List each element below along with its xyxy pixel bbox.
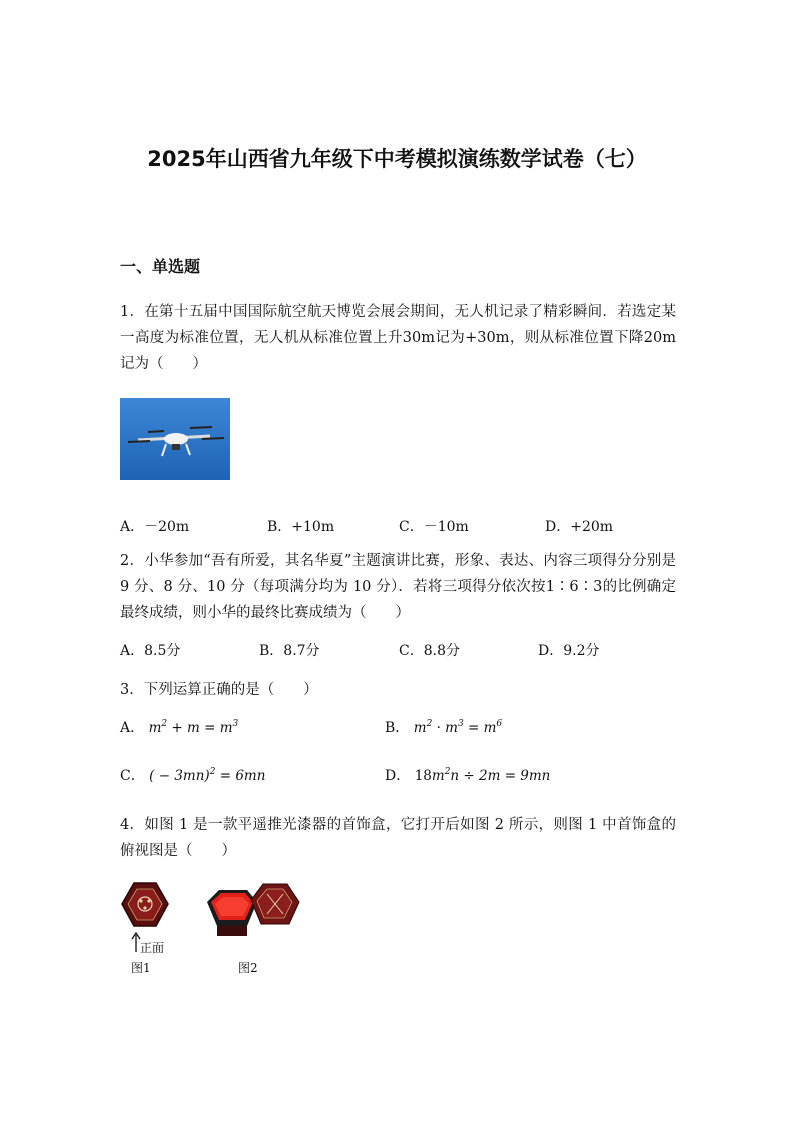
q2-option-b[interactable]: B．8.7分 <box>259 643 320 659</box>
q3-option-b[interactable] <box>385 717 502 737</box>
drone-photo <box>120 398 230 480</box>
question-2-text: 2．小华参加“吾有所爱，其名华夏”主题演讲比赛，形象、表达、内容三项得分分别是 9 分、8 分、10 分（每项满分均为 10 分）．若将三项得分依次按1∶6∶3的比例确定最终成绩，则小华的最终比赛成绩为（ ） <box>120 553 676 621</box>
figure-2-caption: 图2 <box>238 961 258 975</box>
front-direction-marker <box>131 931 171 953</box>
q3-option-a-expr: $m^2 + m = m^3$ <box>148 719 239 736</box>
q3-option-c[interactable] <box>120 765 265 785</box>
front-label: 正面 <box>140 941 165 955</box>
question-1-text: 1．在第十五届中国国际航空航天博览会展会期间，无人机记录了精彩瞬间．若选定某一高度为标准位置，无人机从标准位置上升30m记为+30m，则从标准位置下降20m记为（ ） <box>120 304 676 372</box>
q2-option-d[interactable]: D．9.2分 <box>538 643 600 659</box>
question-4-text: 4．如图 1 是一款平遥推光漆器的首饰盒，它打开后如图 2 所示，则图 1 中首饰盒的俯视图是（ ） <box>120 817 676 859</box>
section-heading: 一、单选题 <box>120 257 201 276</box>
q3-option-b-expr: $m^2 \cdot m^3 = m^6$ <box>413 719 503 736</box>
figure-2-open-box <box>203 880 301 942</box>
q3-option-b-label: B． <box>385 720 410 736</box>
q1-option-b[interactable]: B．+10m <box>267 519 335 535</box>
q1-option-a[interactable]: A．－20m <box>120 519 190 535</box>
drone-icon <box>120 398 230 480</box>
q1-option-c[interactable]: C．－10m <box>399 519 469 535</box>
q2-option-a[interactable]: A．8.5分 <box>120 643 181 659</box>
question-3-text: 3．下列运算正确的是（ ） <box>120 682 318 698</box>
q3-option-d-label: D． <box>385 768 411 784</box>
q3-option-a-label: A． <box>120 720 145 736</box>
figure-1-closed-box <box>120 880 170 930</box>
hexagon-box-icon <box>120 880 170 930</box>
q3-option-c-label: C． <box>120 768 145 784</box>
q3-option-d[interactable] <box>385 765 550 785</box>
q3-option-d-expr: $18m^2n \div 2m = 9mn$ <box>414 767 551 784</box>
page-title: 2025年山西省九年级下中考模拟演练数学试卷（七） <box>147 147 647 171</box>
q3-option-c-expr: ( − 3mn)$^2$ = 6mn <box>149 767 266 784</box>
q2-option-c[interactable]: C．8.8分 <box>399 643 460 659</box>
q3-option-a[interactable] <box>120 717 238 737</box>
q1-option-d[interactable]: D．+20m <box>545 519 614 535</box>
open-jewelry-box-icon <box>203 880 301 942</box>
figure-1-caption: 图1 <box>131 961 151 975</box>
